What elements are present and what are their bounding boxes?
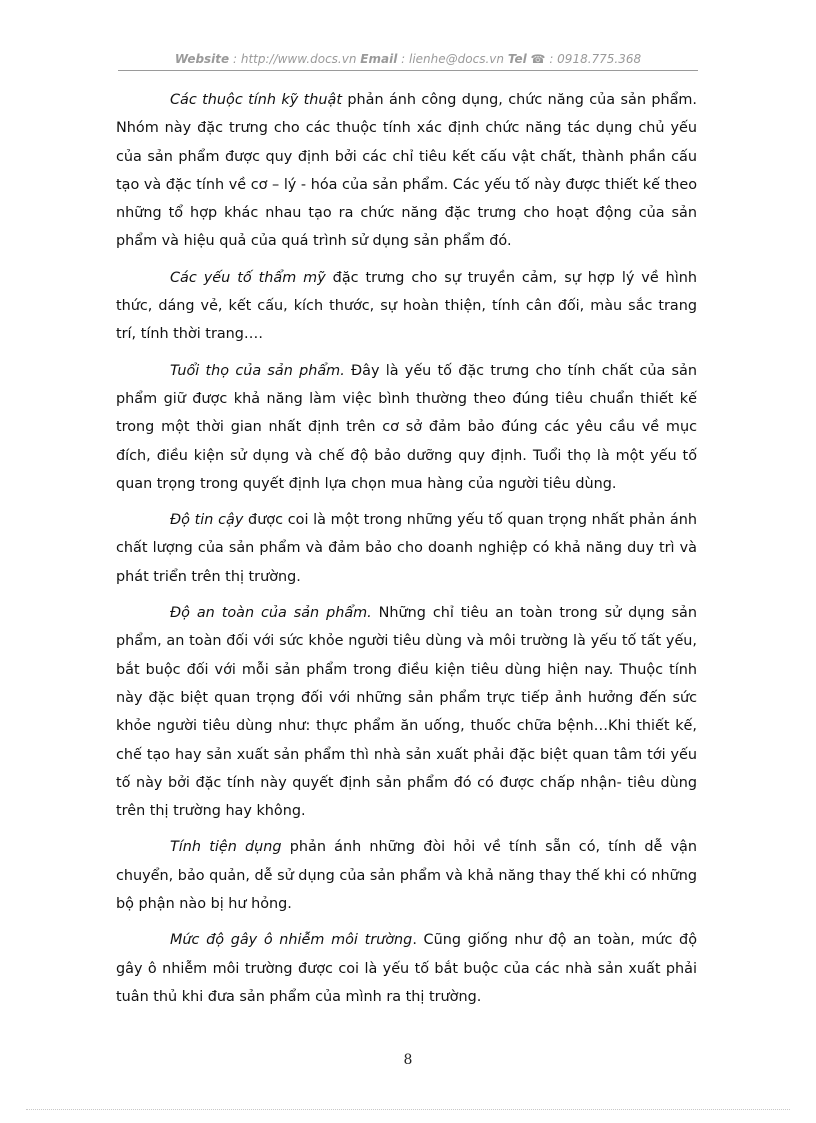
paragraph-term: Các yếu tố thẩm mỹ xyxy=(170,269,326,286)
paragraph-term: Độ tin cậy xyxy=(170,512,244,529)
paragraph-term: Các thuộc tính kỹ thuật xyxy=(170,92,342,108)
phone-icon: ☎ xyxy=(530,52,546,66)
paragraph-technical-attributes xyxy=(116,86,697,256)
paragraph-reliability xyxy=(116,506,697,591)
paragraph-text: phản ánh công dụng, chức năng của sản phẩm. Nhóm này đặc trưng cho các thuộc tính xác định chức năng tác dụng chủ yếu của sản phẩm được quy định bởi các chỉ tiêu kết cấu vật chất, thành phần cấu tạo và đặc tính về cơ – lý - hóa của sản phẩm. Các yếu tố này được thiết kế theo những tổ hợp khác nhau tạo ra chức năng đặc trưng cho hoạt động của sản phẩm và hiệu quả của quá trình sử dụng sản phẩm đó. xyxy=(116,92,697,250)
page-bottom-border xyxy=(26,1109,790,1110)
email-link[interactable]: : lienhe@docs.vn xyxy=(401,52,504,66)
email-label: Email xyxy=(360,52,398,66)
page-header xyxy=(118,52,698,66)
paragraph-aesthetics xyxy=(116,264,697,349)
header-divider xyxy=(118,70,698,71)
paragraph-lifespan xyxy=(116,357,697,498)
paragraph-text: Đây là yếu tố đặc trưng cho tính chất của sản phẩm giữ được khả năng làm việc bình thường theo đúng tiêu chuẩn thiết kế trong một thời gian nhất định trên cơ sở đảm bảo đúng các yêu cầu về mục đích, điều kiện sử dụng và chế độ bảo dưỡng quy định. Tuổi thọ là một yếu tố quan trọng trong quyết định lựa chọn mua hàng của người tiêu dùng. xyxy=(116,362,697,492)
paragraph-text: . Cũng giống như độ an toàn, mức độ gây ô nhiễm môi trường được coi là yếu tố bắt buộc của các nhà sản xuất phải tuân thủ khi đưa sản phẩm của mình ra thị trường. xyxy=(116,932,697,1005)
tel-value: : 0918.775.368 xyxy=(549,52,642,66)
website-link[interactable]: : http://www.docs.vn xyxy=(233,52,357,66)
paragraph-term: Tính tiện dụng xyxy=(170,839,282,856)
paragraph-text: Những chỉ tiêu an toàn trong sử dụng sản phẩm, an toàn đối với sức khỏe người tiêu dùng và môi trường là yếu tố tất yếu, bắt buộc đối với mỗi sản phẩm trong điều kiện tiêu dùng hiện nay. Thuộc tính này đặc biệt quan trọng đối với những sản phẩm trực tiếp ảnh hưởng đến sức khỏe người tiêu dùng như: thực phẩm ăn uống, thuốc chữa bệnh…Khi thiết kế, chế tạo hay sản xuất sản phẩm thì nhà sản xuất phải đặc biệt quan tâm tới yếu tố này bởi đặc tính này quyết định sản phẩm đó có được chấp nhận- tiêu dùng trên thị trường hay không. xyxy=(116,605,697,820)
tel-label: Tel xyxy=(507,52,527,66)
paragraph-safety xyxy=(116,599,697,825)
paragraph-pollution xyxy=(116,926,697,1011)
paragraph-term: Độ an toàn của sản phẩm. xyxy=(170,605,372,622)
paragraph-term: Tuổi thọ của sản phẩm. xyxy=(170,362,345,379)
document-body xyxy=(116,86,697,1019)
page-number: 8 xyxy=(403,1052,413,1068)
paragraph-text: phản ánh những đòi hỏi về tính sẵn có, tính dễ vận chuyển, bảo quản, dễ sử dụng của sản phẩm và khả năng thay thế khi có những bộ phận nào bị hư hỏng. xyxy=(116,839,697,913)
website-label: Website xyxy=(174,52,230,66)
paragraph-convenience xyxy=(116,833,697,918)
paragraph-term: Mức độ gây ô nhiễm môi trường xyxy=(170,932,413,949)
paragraph-text: được coi là một trong những yếu tố quan trọng nhất phản ánh chất lượng của sản phẩm và đảm bảo cho doanh nghiệp có khả năng duy trì và phát triển trên thị trường. xyxy=(116,512,697,585)
paragraph-text: đặc trưng cho sự truyền cảm, sự hợp lý về hình thức, dáng vẻ, kết cấu, kích thước, sự hoàn thiện, tính cân đối, màu sắc trang trí, tính thời trang…. xyxy=(116,269,697,343)
